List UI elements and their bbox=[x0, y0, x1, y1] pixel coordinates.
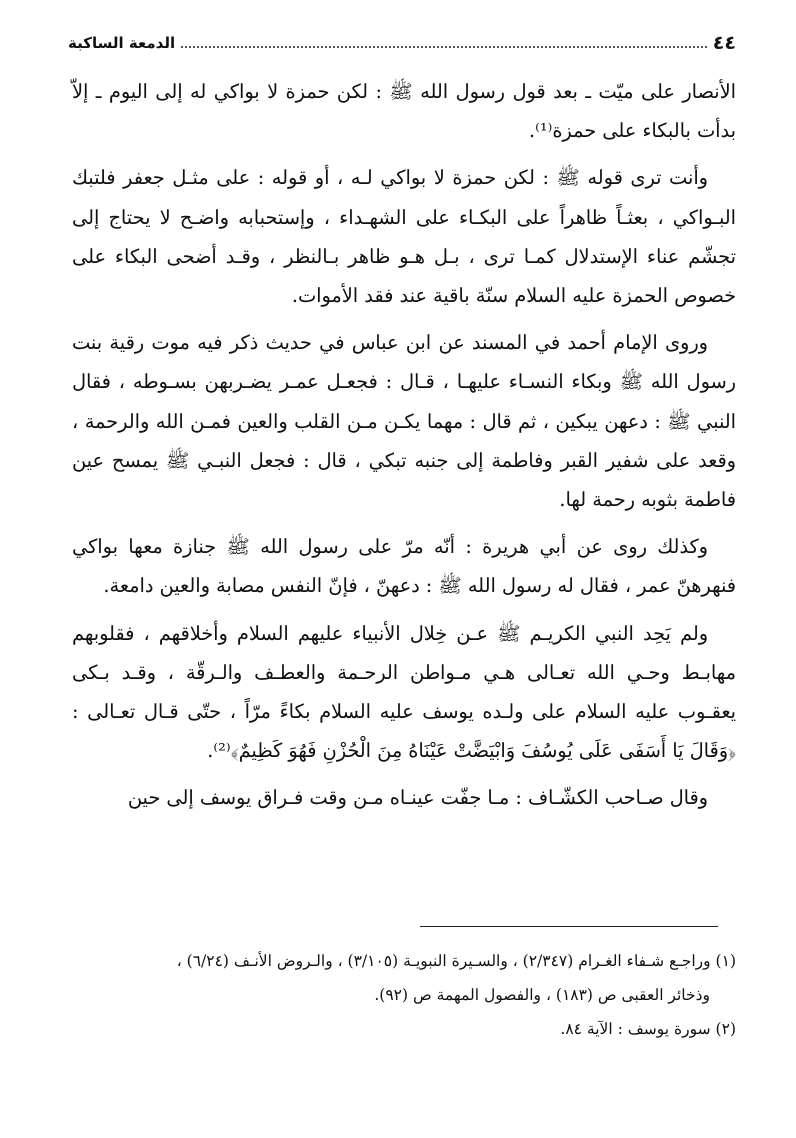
page-header bbox=[68, 30, 736, 56]
paragraph: ولم يَحِد النبي الكريـم ﷺ عـن خِلال الأنبياء عليهم السلام وأخلاقهم ، فقلوبهم مهابـط وحـي الله تعـالى هـي مـواطن الرحـمة والعطـف والـرقّة ، وقـد بـكى يعقـوب عليه السلام على ولـده يوسف عليه السلام بكاءً مرّاً ، حتّى قـال تعـالى : ﴿وَقَالَ يَا أَسَفَى عَلَى يُوسُفَ وَابْيَضَّتْ عَيْنَاهُ مِنَ الْحُزْنِ فَهُوَ كَظِيمٌ﴾⁽²⁾. bbox=[72, 621, 736, 763]
main-text bbox=[72, 72, 736, 826]
paragraph: وقال صـاحب الكشّـاف : مـا جفّت عينـاه مـن وقت فـراق يوسف إلى حين bbox=[127, 786, 708, 810]
footnote-2-line-1: (٢) سورة يوسف : الآية ٨٤. bbox=[560, 1020, 736, 1038]
paragraph: وكذلك روى عن أبي هريرة : أنّه مرّ على رسول الله ﷺ جنازة معها بواكي فنهرهنّ عمر ، فقال له رسول الله ﷺ : دعهنّ ، فإنّ النفس مصابة والعين دامعة. bbox=[72, 535, 736, 598]
paragraph: الأنصار على ميّت ـ بعد قول رسول الله ﷺ : لكن حمزة لا بواكي له إلى اليوم ـ إلاّ بدأت بالبكاء على حمزة⁽¹⁾. bbox=[72, 80, 736, 143]
footnote-1-line-1: (١) وراجـع شـفاء الغـرام (٢/٣٤٧) ، والسـيرة النبويـة (٣/١٠٥) ، والـروض الأنـف (٦/٢٤) ، bbox=[176, 952, 736, 970]
paragraph: وروى الإمام أحمد في المسند عن ابن عباس في حديث ذكر فيه موت رقية بنت رسول الله ﷺ وبكاء النسـاء عليهـا ، قـال : فجعـل عمـر يضـربهن بسـوطه ، فقال النبي ﷺ : دعهن يبكين ، ثم قال : مهما يكـن مـن القلب والعين فمـن الله والرحمة ، وقعد على شفير القبر وفاطمة إلى جنبه تبكي ، قال : فجعل النبـي ﷺ يمسح عين فاطمة بثوبه رحمة لها. bbox=[72, 331, 736, 512]
footnote-1-line-2: وذخائر العقبى ص (١٨٣) ، والفصول المهمة ص (٩٢). bbox=[374, 986, 710, 1004]
footnote-2 bbox=[72, 1012, 736, 1046]
footnote-1 bbox=[72, 944, 736, 1012]
paragraph: وأنت ترى قوله ﷺ : لكن حمزة لا بواكي لـه ، أو قوله : على مثـل جعفر فلتبك البـواكي ، بعثـاً ظاهراً على البكـاء على الشهـداء ، وإستحبابه واضـح لا يحتاج إلى تجشّم عناء الإستدلال كمـا ترى ، بـل هـو ظاهر بـالنظر ، وقـد أضحى البكاء على خصوص الحمزة عليه السلام سنّة باقية عند فقد الأموات. bbox=[72, 166, 736, 308]
book-title: الدمعة الساكبة bbox=[68, 34, 176, 52]
header-dotted-leader bbox=[181, 38, 707, 48]
page-number: ٤٤ bbox=[712, 32, 736, 54]
footnote-separator bbox=[420, 926, 718, 927]
footnotes bbox=[72, 944, 736, 1046]
